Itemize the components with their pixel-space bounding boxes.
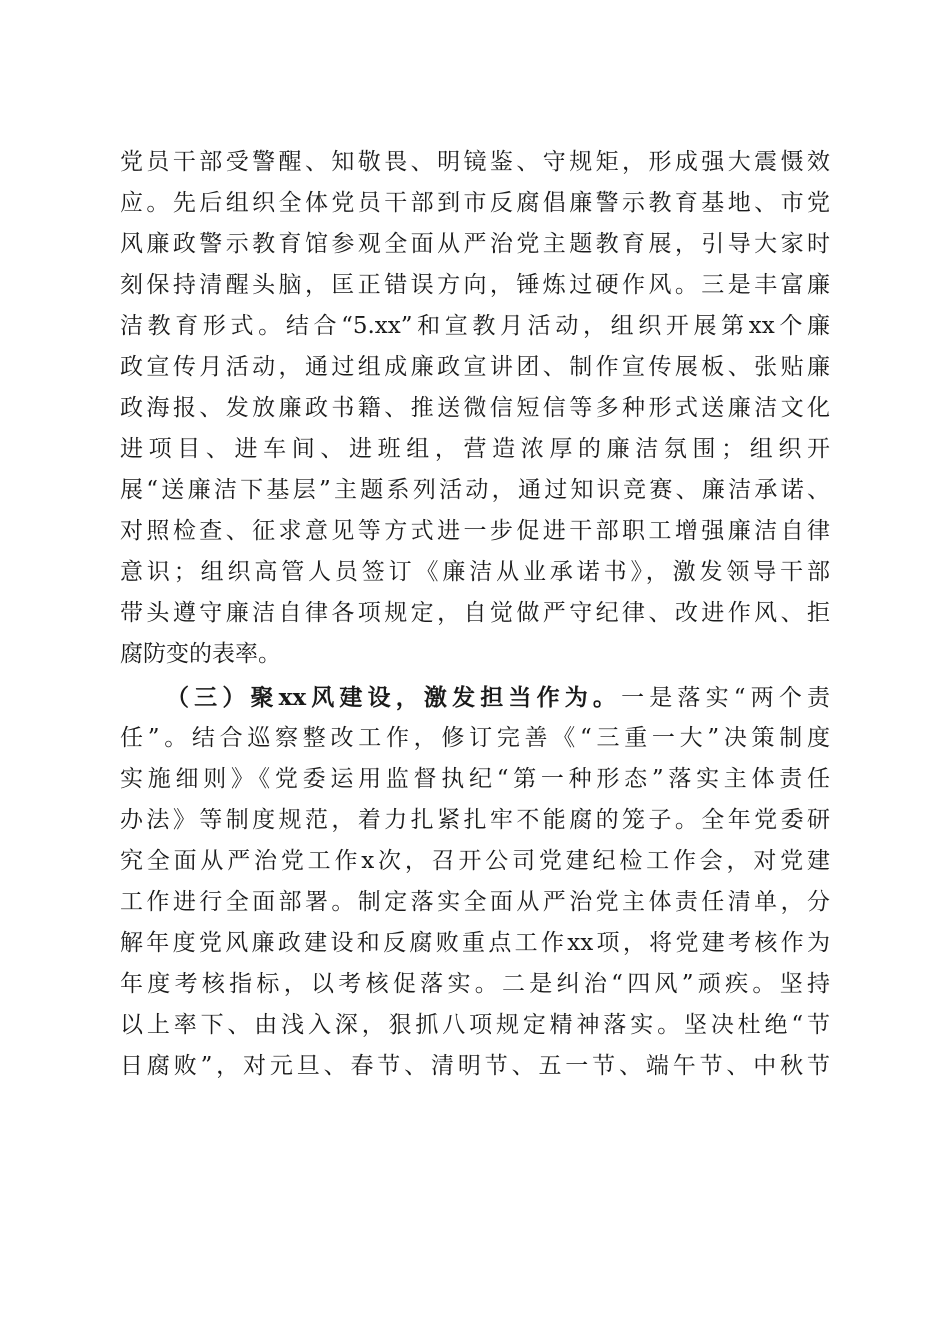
text-line: 究全面从严治党工作x次，召开公司党建纪检工作会，对党建 — [120, 848, 830, 874]
section-heading: （三）聚xx风建设，激发担当作为。 — [166, 684, 622, 711]
text-line: 带头遵守廉洁自律各项规定，自觉做严守纪律、改进作风、拒 — [120, 600, 830, 626]
text-line: 政海报、发放廉政书籍、推送微信短信等多种形式送廉洁文化 — [120, 395, 830, 421]
text-line: 腐防变的表率。 — [120, 641, 281, 667]
paragraph-1 — [120, 142, 830, 675]
text-line: 党员干部受警醒、知敬畏、明镜鉴、守规矩，形成强大震慑效 — [120, 149, 830, 175]
text-line: 年度考核指标，以考核促落实。二是纠治“四风”顽疾。坚持 — [120, 971, 830, 997]
text-line: 对照检查、征求意见等方式进一步促进干部职工增强廉洁自律 — [120, 518, 830, 544]
text-line: 风廉政警示教育馆参观全面从严治党主题教育展，引导大家时 — [120, 231, 830, 257]
paragraph-2-first-line — [120, 677, 830, 718]
text-line: 进项目、进车间、进班组，营造浓厚的廉洁氛围；组织开 — [120, 436, 830, 462]
text-line: 展“送廉洁下基层”主题系列活动，通过知识竞赛、廉洁承诺、 — [120, 477, 830, 503]
text-line: 洁教育形式。结合“5.xx”和宣教月活动，组织开展第xx个廉 — [120, 313, 830, 339]
paragraph-2 — [120, 677, 830, 1087]
text-line: 日腐败”，对元旦、春节、清明节、五一节、端午节、中秋节 — [120, 1053, 830, 1079]
text-line: 办法》等制度规范，着力扎紧扎牢不能腐的笼子。全年党委研 — [120, 807, 830, 833]
text-line: 实施细则》《党委运用监督执纪“第一种形态”落实主体责任 — [120, 766, 830, 792]
text-line: 工作进行全面部署。制定落实全面从严治党主体责任清单，分 — [120, 889, 830, 915]
text-line: 政宣传月活动，通过组成廉政宣讲团、制作宣传展板、张贴廉 — [120, 354, 830, 380]
text-line: 以上率下、由浅入深，狠抓八项规定精神落实。坚决杜绝“节 — [120, 1012, 830, 1038]
text-line: 刻保持清醒头脑，匡正错误方向，锤炼过硬作风。三是丰富廉 — [120, 272, 830, 298]
text-segment: 一是落实“两个责 — [621, 685, 830, 711]
text-line: 任”。结合巡察整改工作，修订完善《“三重一大”决策制度 — [120, 725, 830, 751]
text-line: 意识；组织高管人员签订《廉洁从业承诺书》，激发领导干部 — [120, 559, 830, 585]
document-body — [120, 142, 830, 1087]
text-line: 应。先后组织全体党员干部到市反腐倡廉警示教育基地、市党 — [120, 190, 830, 216]
text-line: 解年度党风廉政建设和反腐败重点工作xx项，将党建考核作为 — [120, 930, 830, 956]
